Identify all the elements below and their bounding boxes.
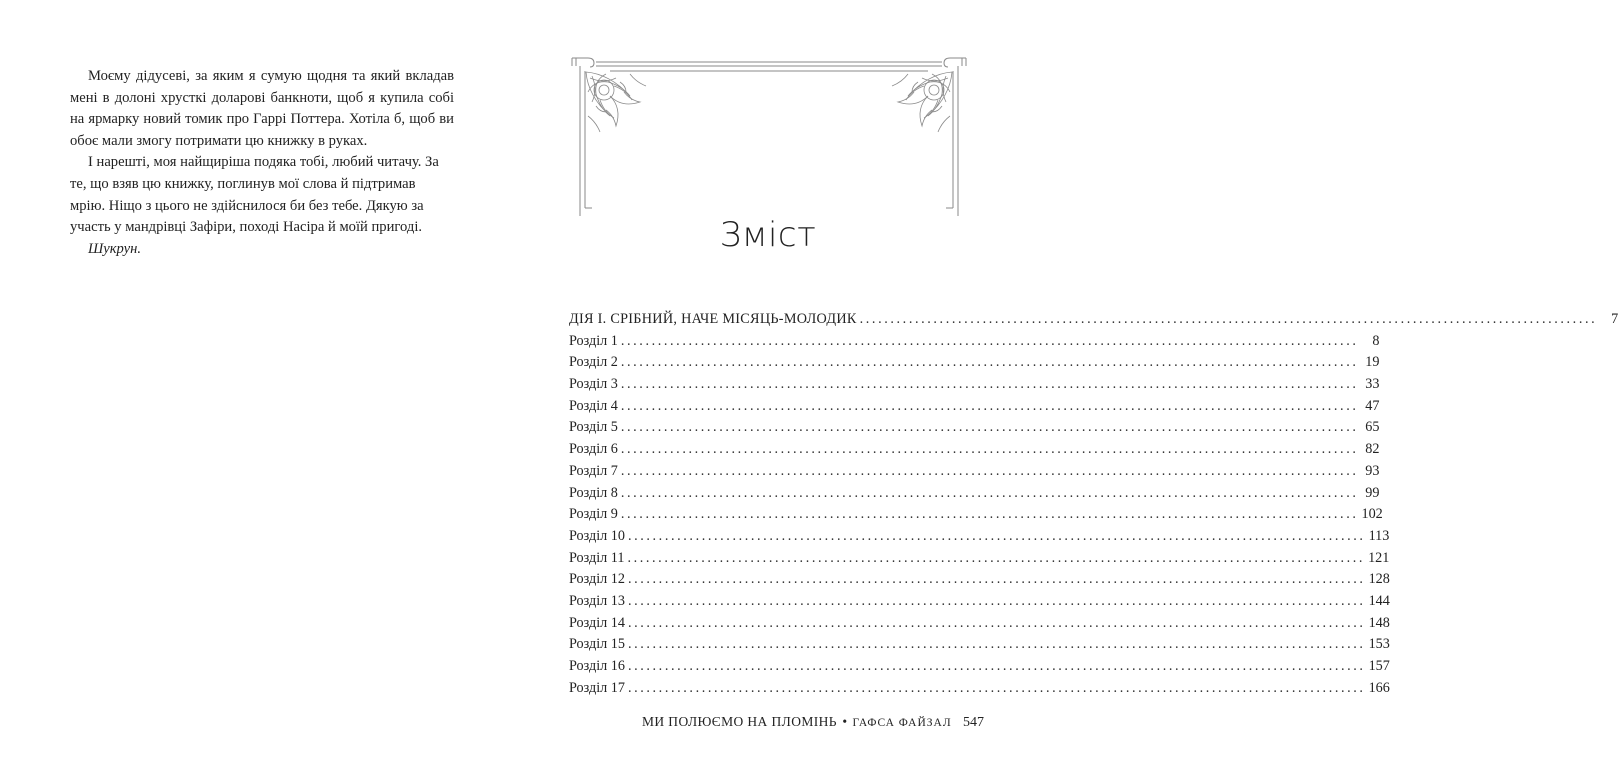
toc-entry	[569, 506, 1383, 528]
toc-entry-label: Розділ 3	[569, 376, 618, 393]
toc-entry	[569, 679, 1390, 702]
toc-entry-page: 7	[1611, 311, 1618, 327]
toc-entry	[569, 376, 1380, 398]
toc-entry-label: Розділ 8	[569, 484, 618, 501]
acknowledgement-paragraph-2: І нарешті, моя найщиріша подяка тобі, любий читачу. За те, що взяв цю книжку, поглинув мої слова й підтримав мрію. Ніщо з цього не здійснилося би без тебе. Дякую за участь у мандрівці Зафіри, поході Насіра й моїй пригоді.	[70, 154, 439, 236]
toc-leader-dots: ........................................................................................................................	[627, 527, 1366, 544]
toc-leader-dots: ........................................................................................................................	[620, 419, 1359, 436]
toc-entry-label: ДІЯ І. СРІБНИЙ, НАЧЕ МІСЯЦЬ-МОЛОДИК	[569, 311, 857, 327]
toc-leader-dots: ........................................................................................................................	[620, 332, 1359, 349]
toc-entry	[569, 658, 1390, 680]
toc-leader-dots: ........................................................................................................................	[627, 658, 1366, 674]
toc-entry-page: 113	[1368, 527, 1390, 544]
toc-entry	[569, 614, 1390, 637]
toc-leader-dots: ........................................................................................................................	[620, 354, 1359, 371]
left-page	[0, 0, 512, 767]
toc-entry-page: 82	[1365, 441, 1380, 458]
acknowledgements	[70, 66, 454, 260]
table-of-contents	[569, 311, 1618, 701]
toc-entry-page: 157	[1368, 658, 1390, 674]
toc-entry	[569, 397, 1380, 420]
toc-entry-label: Розділ 1	[569, 332, 618, 349]
toc-entry-label: Розділ 9	[569, 506, 618, 523]
toc-leader-dots: ........................................................................................................................	[627, 614, 1366, 631]
toc-entry	[569, 571, 1390, 593]
toc-entry-page: 93	[1365, 462, 1380, 479]
toc-entry-page: 19	[1365, 354, 1380, 371]
toc-entry-label: Розділ 4	[569, 397, 618, 414]
toc-entry-page: 166	[1368, 679, 1390, 696]
toc-title: Зміст	[719, 215, 817, 255]
toc-entry-label: Розділ 7	[569, 462, 618, 479]
toc-leader-dots: ........................................................................................................................	[620, 441, 1359, 458]
toc-entry-page: 128	[1368, 571, 1390, 588]
toc-entry	[569, 462, 1380, 485]
toc-entry-label: Розділ 13	[569, 592, 625, 609]
toc-entry-page: 8	[1372, 332, 1380, 349]
toc-leader-dots: ........................................................................................................................	[859, 311, 1598, 327]
toc-leader-dots: ........................................................................................................................	[620, 462, 1359, 479]
footer-book-title: МИ ПОЛЮЄМО НА ПЛОМІНЬ	[641, 714, 837, 729]
toc-entry-label: Розділ 5	[569, 419, 618, 436]
toc-entry	[569, 527, 1390, 550]
toc-entry-page: 121	[1368, 549, 1390, 566]
ornamental-frame-icon	[570, 56, 968, 216]
toc-entry	[569, 332, 1380, 355]
toc-entry-label: Розділ 11	[569, 549, 625, 566]
toc-leader-dots: ........................................................................................................................	[627, 636, 1366, 653]
toc-entry-page: 144	[1368, 592, 1390, 609]
footer-bullet: •	[842, 714, 848, 729]
toc-leader-dots: ........................................................................................................................	[627, 592, 1366, 609]
toc-entry-label: Розділ 12	[569, 571, 625, 588]
toc-entry-label: Розділ 15	[569, 636, 625, 653]
toc-entry	[569, 636, 1390, 658]
toc-leader-dots: ........................................................................................................................	[627, 571, 1366, 588]
running-footer	[642, 714, 984, 731]
toc-entry	[569, 419, 1380, 441]
toc-entry-page: 33	[1365, 376, 1380, 393]
toc-entry	[569, 441, 1380, 463]
toc-entry-label: Розділ 2	[569, 354, 618, 371]
toc-leader-dots: ........................................................................................................................	[620, 376, 1359, 393]
toc-entry	[569, 549, 1390, 572]
toc-leader-dots: ........................................................................................................................	[620, 506, 1359, 523]
toc-entry-page: 47	[1365, 397, 1380, 414]
toc-entry-label: Розділ 16	[569, 658, 625, 674]
toc-entry-page: 99	[1365, 484, 1380, 501]
toc-entry	[569, 592, 1390, 615]
toc-leader-dots: ........................................................................................................................	[620, 484, 1359, 501]
toc-entry-label: Розділ 6	[569, 441, 618, 458]
toc-leader-dots: ........................................................................................................................	[627, 549, 1366, 566]
toc-entry	[569, 354, 1380, 376]
toc-entry	[569, 484, 1380, 507]
toc-entry-label: Розділ 14	[569, 614, 625, 631]
toc-entry-page: 148	[1368, 614, 1390, 631]
toc-leader-dots: ........................................................................................................................	[620, 397, 1359, 414]
signature: Шукрун.	[88, 240, 141, 257]
acknowledgement-paragraph-1: Моєму дідусеві, за яким я сумую щодня та який вкладав мені в долоні хрусткі доларові банкноти, щоб я купила собі на ярмарку новий томик про Гаррі Поттера. Хотіла б, щоб ви обоє мали змогу потримати цю книжку в руках.	[70, 68, 454, 149]
toc-entry-label: Розділ 17	[569, 679, 625, 696]
toc-entry-label: Розділ 10	[569, 527, 625, 544]
toc-entry-page: 65	[1365, 419, 1380, 436]
toc-entry-page: 153	[1368, 636, 1390, 653]
page-number: 547	[963, 715, 984, 730]
toc-leader-dots: ........................................................................................................................	[627, 679, 1366, 696]
footer-author: ГАФСА ФАЙЗАЛ	[852, 717, 952, 729]
toc-entry-page: 102	[1361, 506, 1383, 523]
toc-entry	[569, 311, 1618, 333]
